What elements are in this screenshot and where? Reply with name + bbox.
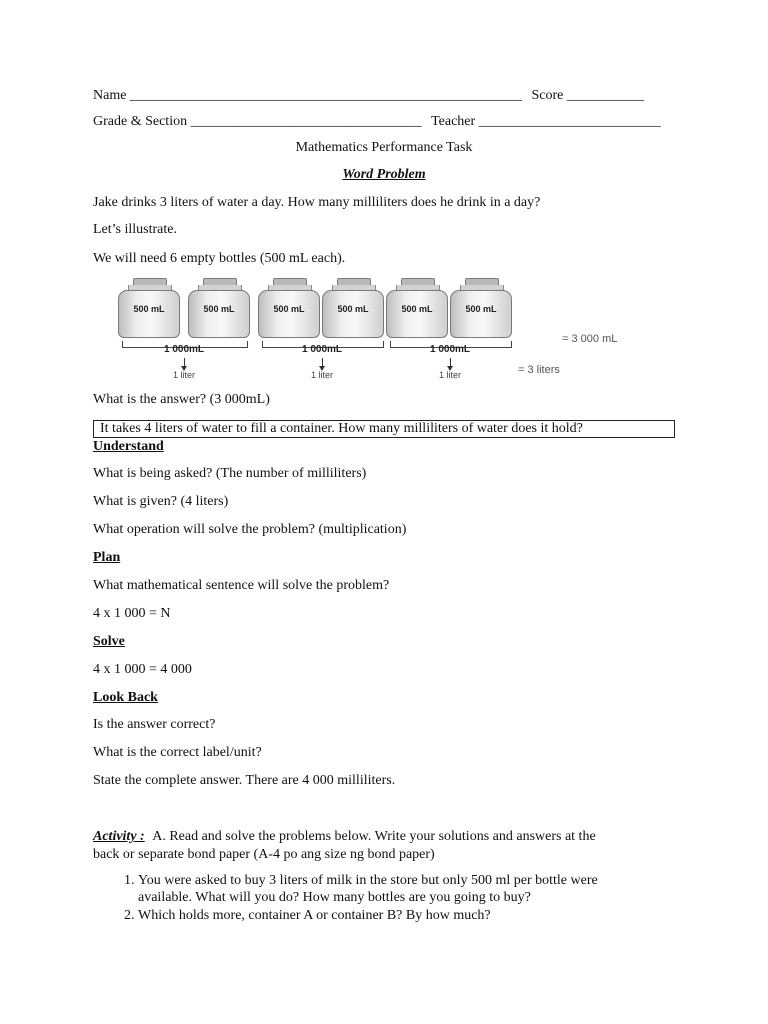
intro-illustrate: Let’s illustrate. (93, 222, 177, 237)
lookback-heading: Look Back (93, 690, 158, 705)
name-row (93, 88, 644, 104)
sentence-question: What mathematical sentence will solve the problem? (93, 578, 390, 593)
group-label-1: 1 000mL (163, 344, 205, 355)
activity-label: Activity : (93, 829, 145, 844)
bottle-1 (118, 278, 180, 338)
bottle-label: 500 mL (133, 304, 165, 314)
score-label: Score (531, 88, 564, 103)
bottle-label: 500 mL (465, 304, 497, 314)
group-label-2: 1 000mL (301, 344, 343, 355)
plan-heading: Plan (93, 550, 121, 565)
grade-row (93, 114, 661, 130)
problem-box: It takes 4 liters of water to fill a container. How many milliliters of water does it hold? (93, 420, 675, 438)
operation-line: What operation will solve the problem? (multiplication) (93, 522, 407, 537)
activity-item-1-line-2: available. What will you do? How many bottles are you going to buy? (138, 890, 531, 905)
activity-instruction (93, 829, 596, 845)
bottle-label: 500 mL (203, 304, 235, 314)
activity-list (108, 872, 698, 925)
intro-answer: What is the answer? (3 000mL) (93, 392, 270, 407)
asked-line: What is being asked? (The number of milliliters) (93, 466, 367, 481)
bottle-illustration (118, 278, 698, 382)
activity-item-1 (138, 872, 698, 906)
page-title: Mathematics Performance Task (295, 140, 473, 155)
solve-heading: Solve (93, 634, 125, 649)
bottle-label: 500 mL (273, 304, 305, 314)
activity-line-1: A. Read and solve the problems below. Write your solutions and answers at the (152, 829, 596, 844)
grade-blank[interactable]: _________________________________ (190, 114, 422, 129)
understand-heading: Understand (93, 439, 164, 454)
liter-label-3: 1 liter (438, 370, 461, 380)
grade-label: Grade & Section (93, 114, 188, 129)
activity-item-1-line-1: You were asked to buy 3 liters of milk in the store but only 500 ml per bottle were (138, 873, 598, 888)
unit-question: What is the correct label/unit? (93, 745, 262, 760)
liter-label-1: 1 liter (172, 370, 195, 380)
bottle-label: 500 mL (337, 304, 369, 314)
intro-question: Jake drinks 3 liters of water a day. How many milliliters does he drink in a day? (93, 195, 541, 210)
bottle-5 (386, 278, 448, 338)
intro-bottles-note: We will need 6 empty bottles (500 mL each). (93, 251, 346, 266)
page-subtitle: Word Problem (342, 167, 426, 182)
bottle-4 (322, 278, 384, 338)
activity-item-2-line-1: Which holds more, container A or container B? By how much? (138, 908, 491, 923)
total-liters: = 3 liters (518, 364, 560, 376)
given-line: What is given? (4 liters) (93, 494, 229, 509)
name-blank[interactable]: ________________________________________________________ (129, 88, 522, 103)
complete-answer: State the complete answer. There are 4 000 milliliters. (93, 773, 396, 788)
group-label-3: 1 000mL (429, 344, 471, 355)
bottle-6 (450, 278, 512, 338)
name-label: Name (93, 88, 127, 103)
teacher-blank[interactable]: __________________________ (478, 114, 661, 129)
bottle-3 (258, 278, 320, 338)
solve-line: 4 x 1 000 = 4 000 (93, 662, 192, 677)
activity-line-2: back or separate bond paper (A-4 po ang size ng bond paper) (93, 847, 435, 862)
math-sentence: 4 x 1 000 = N (93, 606, 171, 621)
liter-label-2: 1 liter (310, 370, 333, 380)
teacher-label: Teacher (431, 114, 476, 129)
score-blank[interactable]: ___________ (566, 88, 644, 103)
total-ml: = 3 000 mL (562, 333, 618, 345)
correct-question: Is the answer correct? (93, 717, 216, 732)
activity-item-2 (138, 907, 698, 924)
bottle-label: 500 mL (401, 304, 433, 314)
bottle-2 (188, 278, 250, 338)
